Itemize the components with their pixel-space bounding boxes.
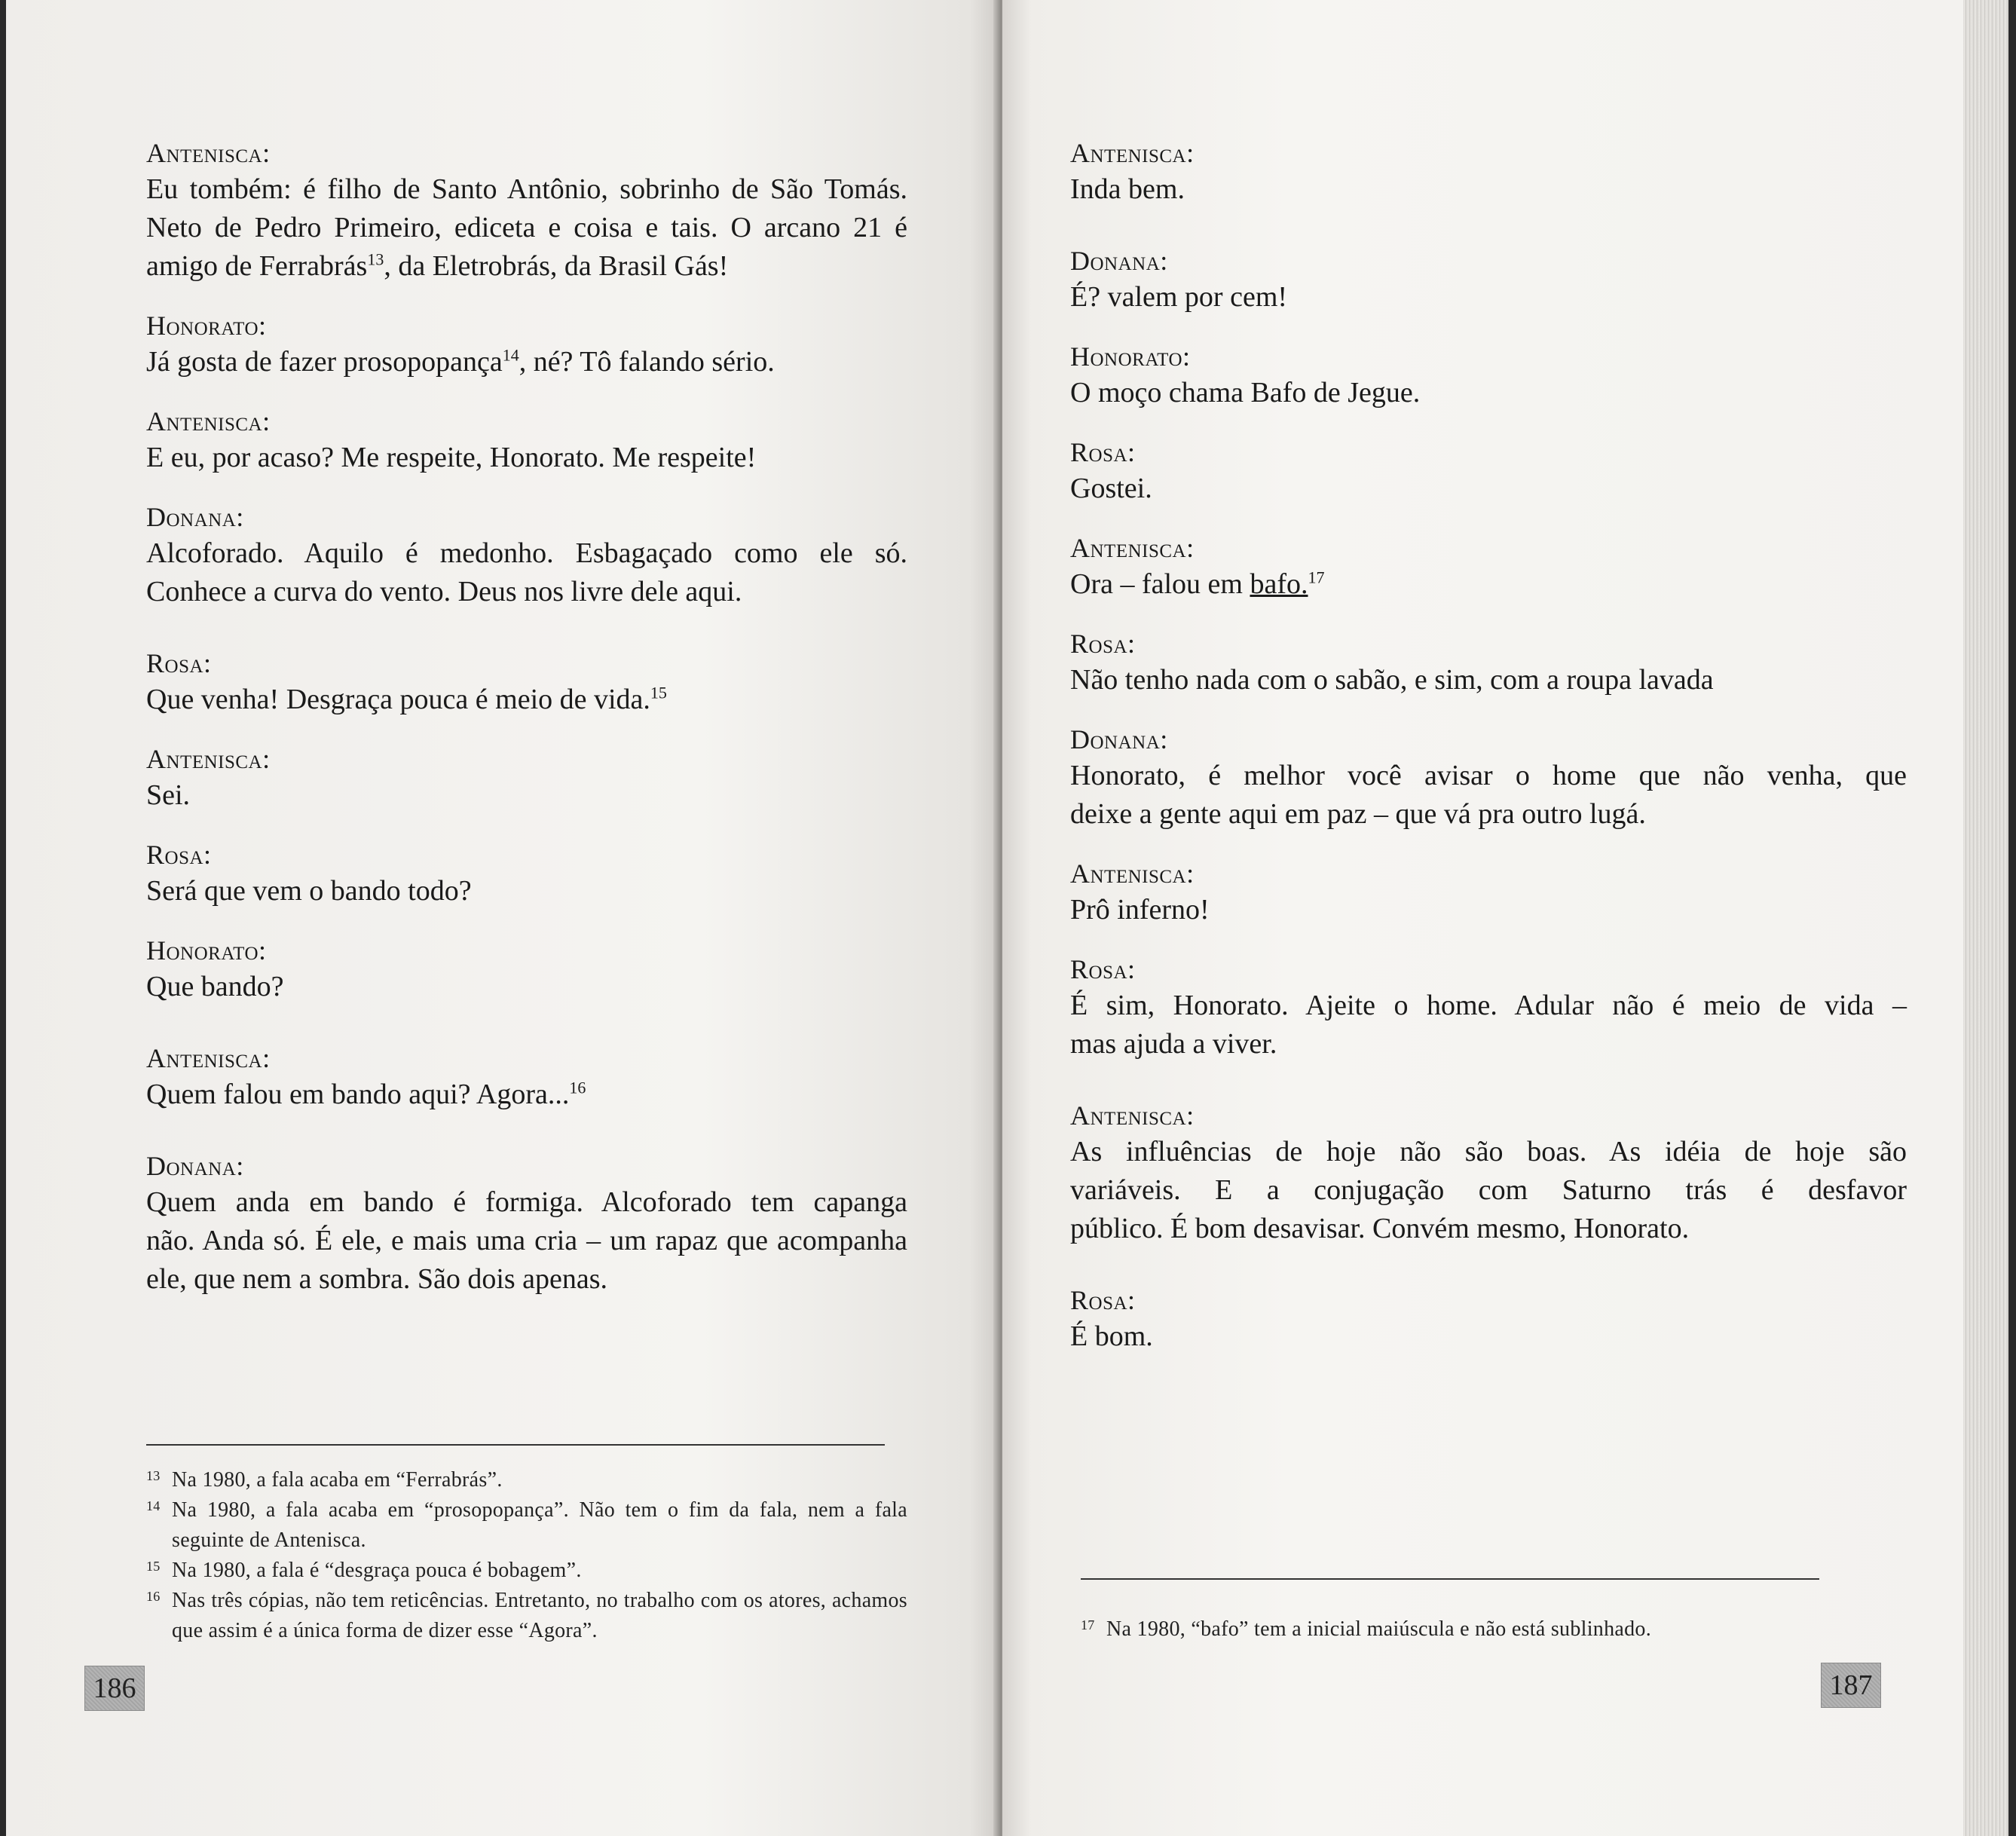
footnote-text: Nas três cópias, não tem reticências. Entretanto, no trabalho com os atores, achamos que assim é a única forma de dizer esse “Agora”. <box>172 1589 907 1642</box>
speaker-name: Rosa: <box>1070 1285 1136 1315</box>
footnote-rule <box>1081 1578 1819 1580</box>
footnote-text: Na 1980, “bafo” tem a inicial maiúscula e não está sublinhado. <box>1106 1617 1652 1641</box>
speech-line: Será que vem o bando todo? <box>146 875 472 907</box>
speech-line: variáveis. E a conjugação com Saturno trás é desfavor <box>1070 1174 1907 1206</box>
speech-block <box>146 837 907 910</box>
speech-line: É bom. <box>1070 1320 1153 1352</box>
speaker-name: Rosa: <box>1070 437 1136 467</box>
footnotes <box>146 1465 907 1646</box>
speech-block <box>1070 1098 1907 1248</box>
speech-line: É? valem por cem! <box>1070 281 1288 313</box>
speaker-name: Honorato: <box>146 935 267 965</box>
speaker-name: Antenisca: <box>146 138 271 168</box>
speech-block <box>146 308 907 381</box>
speaker-name: Antenisca: <box>146 744 271 774</box>
footnote-marker: 16 <box>569 1078 586 1097</box>
footnote-number: 15 <box>146 1559 161 1574</box>
speech-text: , da Eletrobrás, da Brasil Gás! <box>384 250 729 282</box>
speaker-name: Donana: <box>146 1151 244 1181</box>
page-edges <box>1963 0 2008 1836</box>
footnote-marker: 13 <box>367 249 384 269</box>
speech-line: Alcoforado. Aquilo é medonho. Esbagaçado como ele só. <box>146 537 907 569</box>
underlined-word: bafo. <box>1250 568 1308 600</box>
speech-text: Ora – falou em <box>1070 568 1250 600</box>
speech-line <box>146 343 907 381</box>
speech-line: O moço chama Bafo de Jegue. <box>1070 377 1421 409</box>
speech-block <box>1070 531 1907 604</box>
speech-block <box>146 1149 907 1299</box>
right-page <box>1002 0 1963 1836</box>
speaker-name: Antenisca: <box>1070 1100 1195 1131</box>
speech-line: público. É bom desavisar. Convém mesmo, Honorato. <box>1070 1213 1690 1244</box>
speech-text: , né? Tô falando sério. <box>519 346 775 378</box>
footnote <box>1081 1614 1917 1645</box>
speaker-name: Antenisca: <box>1070 858 1195 889</box>
footnote-text: Na 1980, a fala acaba em “Ferrabrás”. <box>172 1468 503 1492</box>
speech-line: Quem anda em bando é formiga. Alcoforado tem capanga <box>146 1186 907 1218</box>
speech-line: Inda bem. <box>1070 173 1185 205</box>
footnote-marker: 15 <box>650 683 667 702</box>
speech-block <box>1070 136 1907 209</box>
speaker-name: Antenisca: <box>146 1043 271 1073</box>
right-dialogue-column <box>1070 136 1907 1379</box>
speech-block <box>146 500 907 611</box>
speech-block <box>1070 856 1907 929</box>
speaker-name: Rosa: <box>1070 954 1136 984</box>
page-number: 186 <box>84 1666 145 1711</box>
footnote-number: 14 <box>146 1498 161 1513</box>
speech-line: E eu, por acaso? Me respeite, Honorato. Me respeite! <box>146 442 757 473</box>
speaker-name: Antenisca: <box>1070 533 1195 563</box>
footnote-number: 13 <box>146 1468 161 1483</box>
speaker-name: Rosa: <box>146 840 212 870</box>
speech-block <box>146 933 907 1006</box>
speaker-name: Rosa: <box>1070 629 1136 659</box>
speaker-name: Rosa: <box>146 648 212 678</box>
footnote-number: 17 <box>1081 1617 1095 1633</box>
left-page <box>6 0 999 1836</box>
footnotes <box>1081 1614 1917 1645</box>
footnote-number: 16 <box>146 1589 161 1604</box>
page-number: 187 <box>1821 1663 1881 1708</box>
speech-line: Honorato, é melhor você avisar o home que não venha, que <box>1070 760 1907 791</box>
speech-block <box>1070 952 1907 1063</box>
speech-line <box>146 247 907 286</box>
speaker-name: Donana: <box>146 502 244 532</box>
speech-block <box>1070 339 1907 412</box>
footnote <box>146 1586 907 1646</box>
speech-line: Eu tombém: é filho de Santo Antônio, sobrinho de São Tomás. <box>146 173 907 205</box>
speech-line <box>146 681 907 719</box>
speech-block <box>146 136 907 286</box>
speech-text: Quem falou em bando aqui? Agora... <box>146 1079 570 1110</box>
footnote <box>146 1556 907 1586</box>
speech-block <box>1070 243 1907 317</box>
speech-block <box>146 1041 907 1114</box>
speech-line: deixe a gente aqui em paz – que vá pra outro lugá. <box>1070 798 1646 830</box>
speech-line: mas ajuda a viver. <box>1070 1028 1277 1060</box>
speech-text: Que venha! Desgraça pouca é meio de vida. <box>146 684 650 715</box>
speech-line: É sim, Honorato. Ajeite o home. Adular não é meio de vida – <box>1070 990 1907 1021</box>
speaker-name: Honorato: <box>1070 341 1191 372</box>
speaker-name: Donana: <box>1070 724 1168 754</box>
speaker-name: Donana: <box>1070 246 1168 276</box>
footnote-text: Na 1980, a fala é “desgraça pouca é bobagem”. <box>172 1559 582 1582</box>
footnote <box>146 1495 907 1556</box>
footnote-marker: 14 <box>502 345 519 365</box>
speech-text: Já gosta de fazer prosopopança <box>146 346 503 378</box>
speech-line: Não tenho nada com o sabão, e sim, com a roupa lavada <box>1070 664 1714 696</box>
speech-line <box>146 1076 907 1114</box>
speech-block <box>1070 1283 1907 1356</box>
speech-line: Conhece a curva do vento. Deus nos livre dele aqui. <box>146 576 742 607</box>
speech-line: Neto de Pedro Primeiro, ediceta e coisa e tais. O arcano 21 é <box>146 212 907 243</box>
speaker-name: Honorato: <box>146 311 267 341</box>
speech-line: não. Anda só. É ele, e mais uma cria – um rapaz que acompanha <box>146 1225 907 1256</box>
speech-block <box>146 646 907 719</box>
speech-block <box>146 404 907 477</box>
speech-text: amigo de Ferrabrás <box>146 250 368 282</box>
speech-line: ele, que nem a sombra. São dois apenas. <box>146 1263 608 1295</box>
speech-block <box>1070 435 1907 508</box>
speech-line: As influências de hoje não são boas. As idéia de hoje são <box>1070 1136 1907 1167</box>
speaker-name: Antenisca: <box>146 406 271 436</box>
footnote-rule <box>146 1444 885 1446</box>
speech-line: Gostei. <box>1070 473 1152 504</box>
footnote-text: Na 1980, a fala acaba em “prosopopança”. Não tem o fim da fala, nem a fala seguinte de Antenisca. <box>172 1498 907 1552</box>
speech-line: Sei. <box>146 779 191 811</box>
speech-line <box>1070 565 1907 604</box>
speech-block <box>1070 626 1907 699</box>
speech-line: Prô inferno! <box>1070 894 1210 926</box>
footnote <box>146 1465 907 1495</box>
speaker-name: Antenisca: <box>1070 138 1195 168</box>
speech-block <box>1070 722 1907 834</box>
speech-line: Que bando? <box>146 971 284 1002</box>
speech-block <box>146 742 907 815</box>
footnote-marker: 17 <box>1308 568 1325 587</box>
left-dialogue-column <box>146 136 907 1321</box>
